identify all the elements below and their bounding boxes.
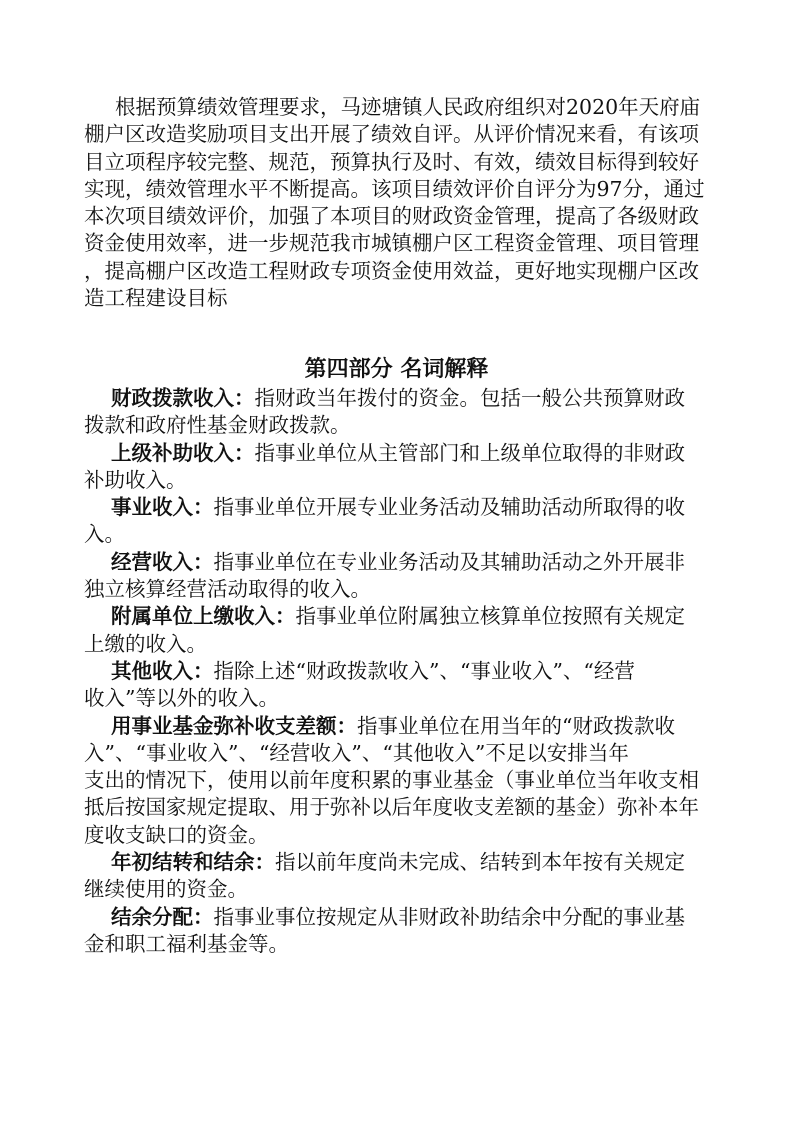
definition-item: [84, 658, 714, 713]
intro-paragraph: [84, 94, 714, 312]
definition-term: 经营收入：: [111, 549, 214, 574]
paragraph-line: 实现，绩效管理水平不断提高。该项目绩效评价自评分为97分，通过: [84, 176, 705, 201]
definition-text: 指事业单位附属独立核算单位按照有关规定: [295, 604, 685, 629]
definition-item: [84, 603, 714, 658]
definition-term: 附属单位上缴收入：: [111, 604, 296, 629]
paragraph-line: 造工程建设目标: [84, 286, 228, 311]
paragraph-line: ，提高棚户区改造工程财政专项资金使用效益，更好地实现棚户区改: [84, 258, 699, 283]
paragraph-line: 棚户区改造奖励项目支出开展了绩效自评。从评价情况来看，有该项: [84, 122, 699, 147]
definition-item: [84, 904, 714, 959]
definition-text: 指事业事位按规定从非财政补助结余中分配的事业基: [213, 904, 685, 929]
paragraph-line: 目立项程序较完整、规范，预算执行及时、有效，绩效目标得到较好: [84, 149, 699, 174]
definition-text-line: 拨款和政府性基金财政拨款。: [84, 413, 351, 438]
definition-text-line: 支出的情况下，使用以前年度积累的事业基金（事业单位当年收支相: [84, 768, 699, 793]
definition-text-line: 上缴的收入。: [84, 631, 207, 656]
section-heading: 第四部分 名词解释: [304, 357, 489, 382]
definition-text-line: 抵后按国家规定提取、用于弥补以后年度收支差额的基金）弥补本年: [84, 795, 699, 820]
definition-text: 指事业单位在用当年的“财政拨款收: [357, 713, 675, 738]
definition-term: 用事业基金弥补收支差额：: [111, 713, 357, 738]
definition-term: 年初结转和结余：: [111, 850, 275, 875]
definitions-list: [84, 385, 714, 958]
definition-term: 事业收入：: [111, 495, 214, 520]
definition-term: 财政拨款收入：: [111, 386, 255, 410]
paragraph-line: 本次项目绩效评价，加强了本项目的财政资金管理，提高了各级财政: [84, 204, 699, 229]
definition-text: 指事业单位开展专业业务活动及辅助活动所取得的收: [213, 495, 685, 520]
definition-item: [84, 440, 714, 495]
definition-item: [84, 849, 714, 904]
definition-item: [84, 385, 714, 440]
definition-text: 指除上述“财政拨款收入”、“事业收入”、“经营: [213, 658, 635, 683]
definition-term: 其他收入：: [111, 658, 214, 683]
paragraph-line: 根据预算绩效管理要求，马迹塘镇人民政府组织对2020年天府庙: [115, 95, 701, 119]
definition-text-line: 金和职工福利基金等。: [84, 931, 289, 956]
definition-item: [84, 713, 714, 849]
definition-text-line: 独立核算经营活动取得的收入。: [84, 577, 371, 602]
definition-item: [84, 549, 714, 604]
definition-item: [84, 494, 714, 549]
definition-term: 上级补助收入：: [111, 440, 255, 465]
definition-text-line: 继续使用的资金。: [84, 877, 248, 902]
definition-text: 指以前年度尚未完成、结转到本年按有关规定: [275, 850, 685, 875]
definition-term: 结余分配：: [111, 904, 214, 929]
definition-text-line: 入。: [84, 522, 125, 547]
definition-text-line: 度收支缺口的资金。: [84, 822, 269, 847]
definition-text-line: 补助收入。: [84, 467, 187, 492]
definition-text: 指财政当年拨付的资金。包括一般公共预算财政: [254, 386, 685, 410]
definition-text-line: 入”、“事业收入”、“经营收入”、“其他收入”不足以安排当年: [84, 740, 629, 765]
definition-text-line: 收入”等以外的收入。: [84, 686, 279, 711]
paragraph-line: 资金使用效率，进一步规范我市城镇棚户区工程资金管理、项目管理: [84, 231, 699, 256]
definition-text: 指事业单位从主管部门和上级单位取得的非财政: [254, 440, 685, 465]
definition-text: 指事业单位在专业业务活动及其辅助活动之外开展非: [213, 549, 685, 574]
